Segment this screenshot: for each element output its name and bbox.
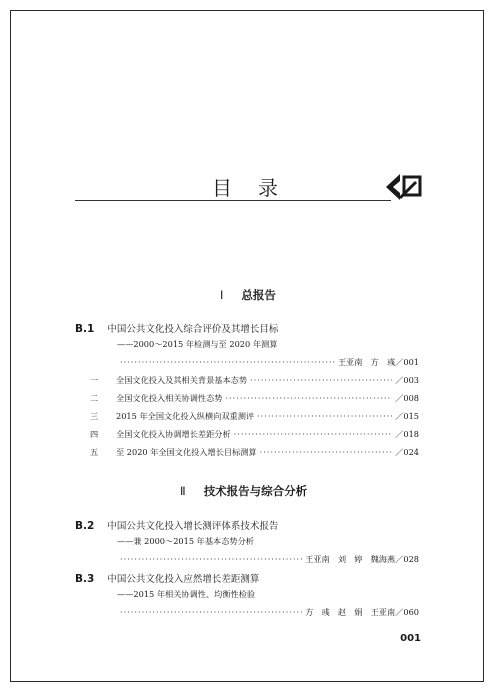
toc-entry-b1[interactable] [75,321,278,335]
leader-dots [257,411,392,421]
item-text: 至 2020 年全国文化投入增长目标测算 [116,447,257,457]
leader-dots [260,447,393,457]
item-page: ／008 [395,393,419,403]
entry-subtitle: ——2000～2015 年检测与至 2020 年测算 [117,339,278,349]
item-text: 全国文化投入及其相关背景基本态势 [116,375,248,385]
entry-title: 中国公共文化投入综合评价及其增长目标 [107,324,279,335]
item-text: 全国文化投入相关协调性态势 [116,393,223,403]
entry-authors-page: 方 彧 赵 娟 王亚南／060 [305,607,419,617]
title-rule [75,200,391,201]
toc-item[interactable] [90,411,419,422]
entry-authors-page: 王亚南 方 彧／001 [337,357,419,367]
section-heading-1 [220,287,276,303]
section-numeral: Ⅱ [180,484,186,498]
entry-author-line [117,357,419,368]
item-index: 一 [90,375,99,385]
entry-code: B.2 [75,520,95,532]
item-index: 五 [90,447,99,457]
item-page: ／018 [395,429,419,439]
item-page: ／015 [395,411,419,421]
item-text: 全国文化投入协调增长差距分析 [116,429,231,439]
item-page: ／024 [395,447,419,457]
page-number: 001 [400,633,421,644]
section-label: 技术报告与综合分析 [203,484,308,498]
entry-author-line [117,607,419,618]
leader-dots [120,607,302,617]
item-index: 二 [90,393,99,403]
toc-item[interactable] [90,393,419,404]
toc-item[interactable] [90,375,419,386]
entry-title: 中国公共文化投入增长测评体系技术报告 [107,521,279,532]
toc-entry-b2[interactable] [75,518,278,532]
toc-item[interactable] [90,429,419,440]
leader-dots [250,375,392,385]
item-text: 2015 年全国文化投入纵横向双重测评 [116,411,255,421]
entry-code: B.3 [75,573,95,585]
page-title: 目录 [212,176,304,200]
section-numeral: Ⅰ [220,288,224,302]
leader-dots [225,393,392,403]
leader-dots [234,429,393,439]
toc-item[interactable] [90,447,419,458]
toc-entry-b3[interactable] [75,571,259,585]
item-index: 四 [90,429,99,439]
item-page: ／003 [395,375,419,385]
item-index: 三 [90,411,99,421]
section-label: 总报告 [241,288,276,302]
leader-dots [120,357,335,367]
entry-subtitle: ——兼 2000～2015 年基本态势分析 [117,536,254,546]
corner-logo-icon [384,171,424,203]
entry-title: 中国公共文化投入应然增长差距测算 [107,574,260,585]
entry-subtitle: ——2015 年相关协调性、均衡性检验 [117,589,256,599]
entry-authors-page: 王亚南 刘 婷 魏海燕／028 [305,554,419,564]
entry-code: B.1 [75,323,95,335]
entry-author-line [117,554,419,565]
leader-dots [120,554,302,564]
section-heading-2 [180,483,307,499]
